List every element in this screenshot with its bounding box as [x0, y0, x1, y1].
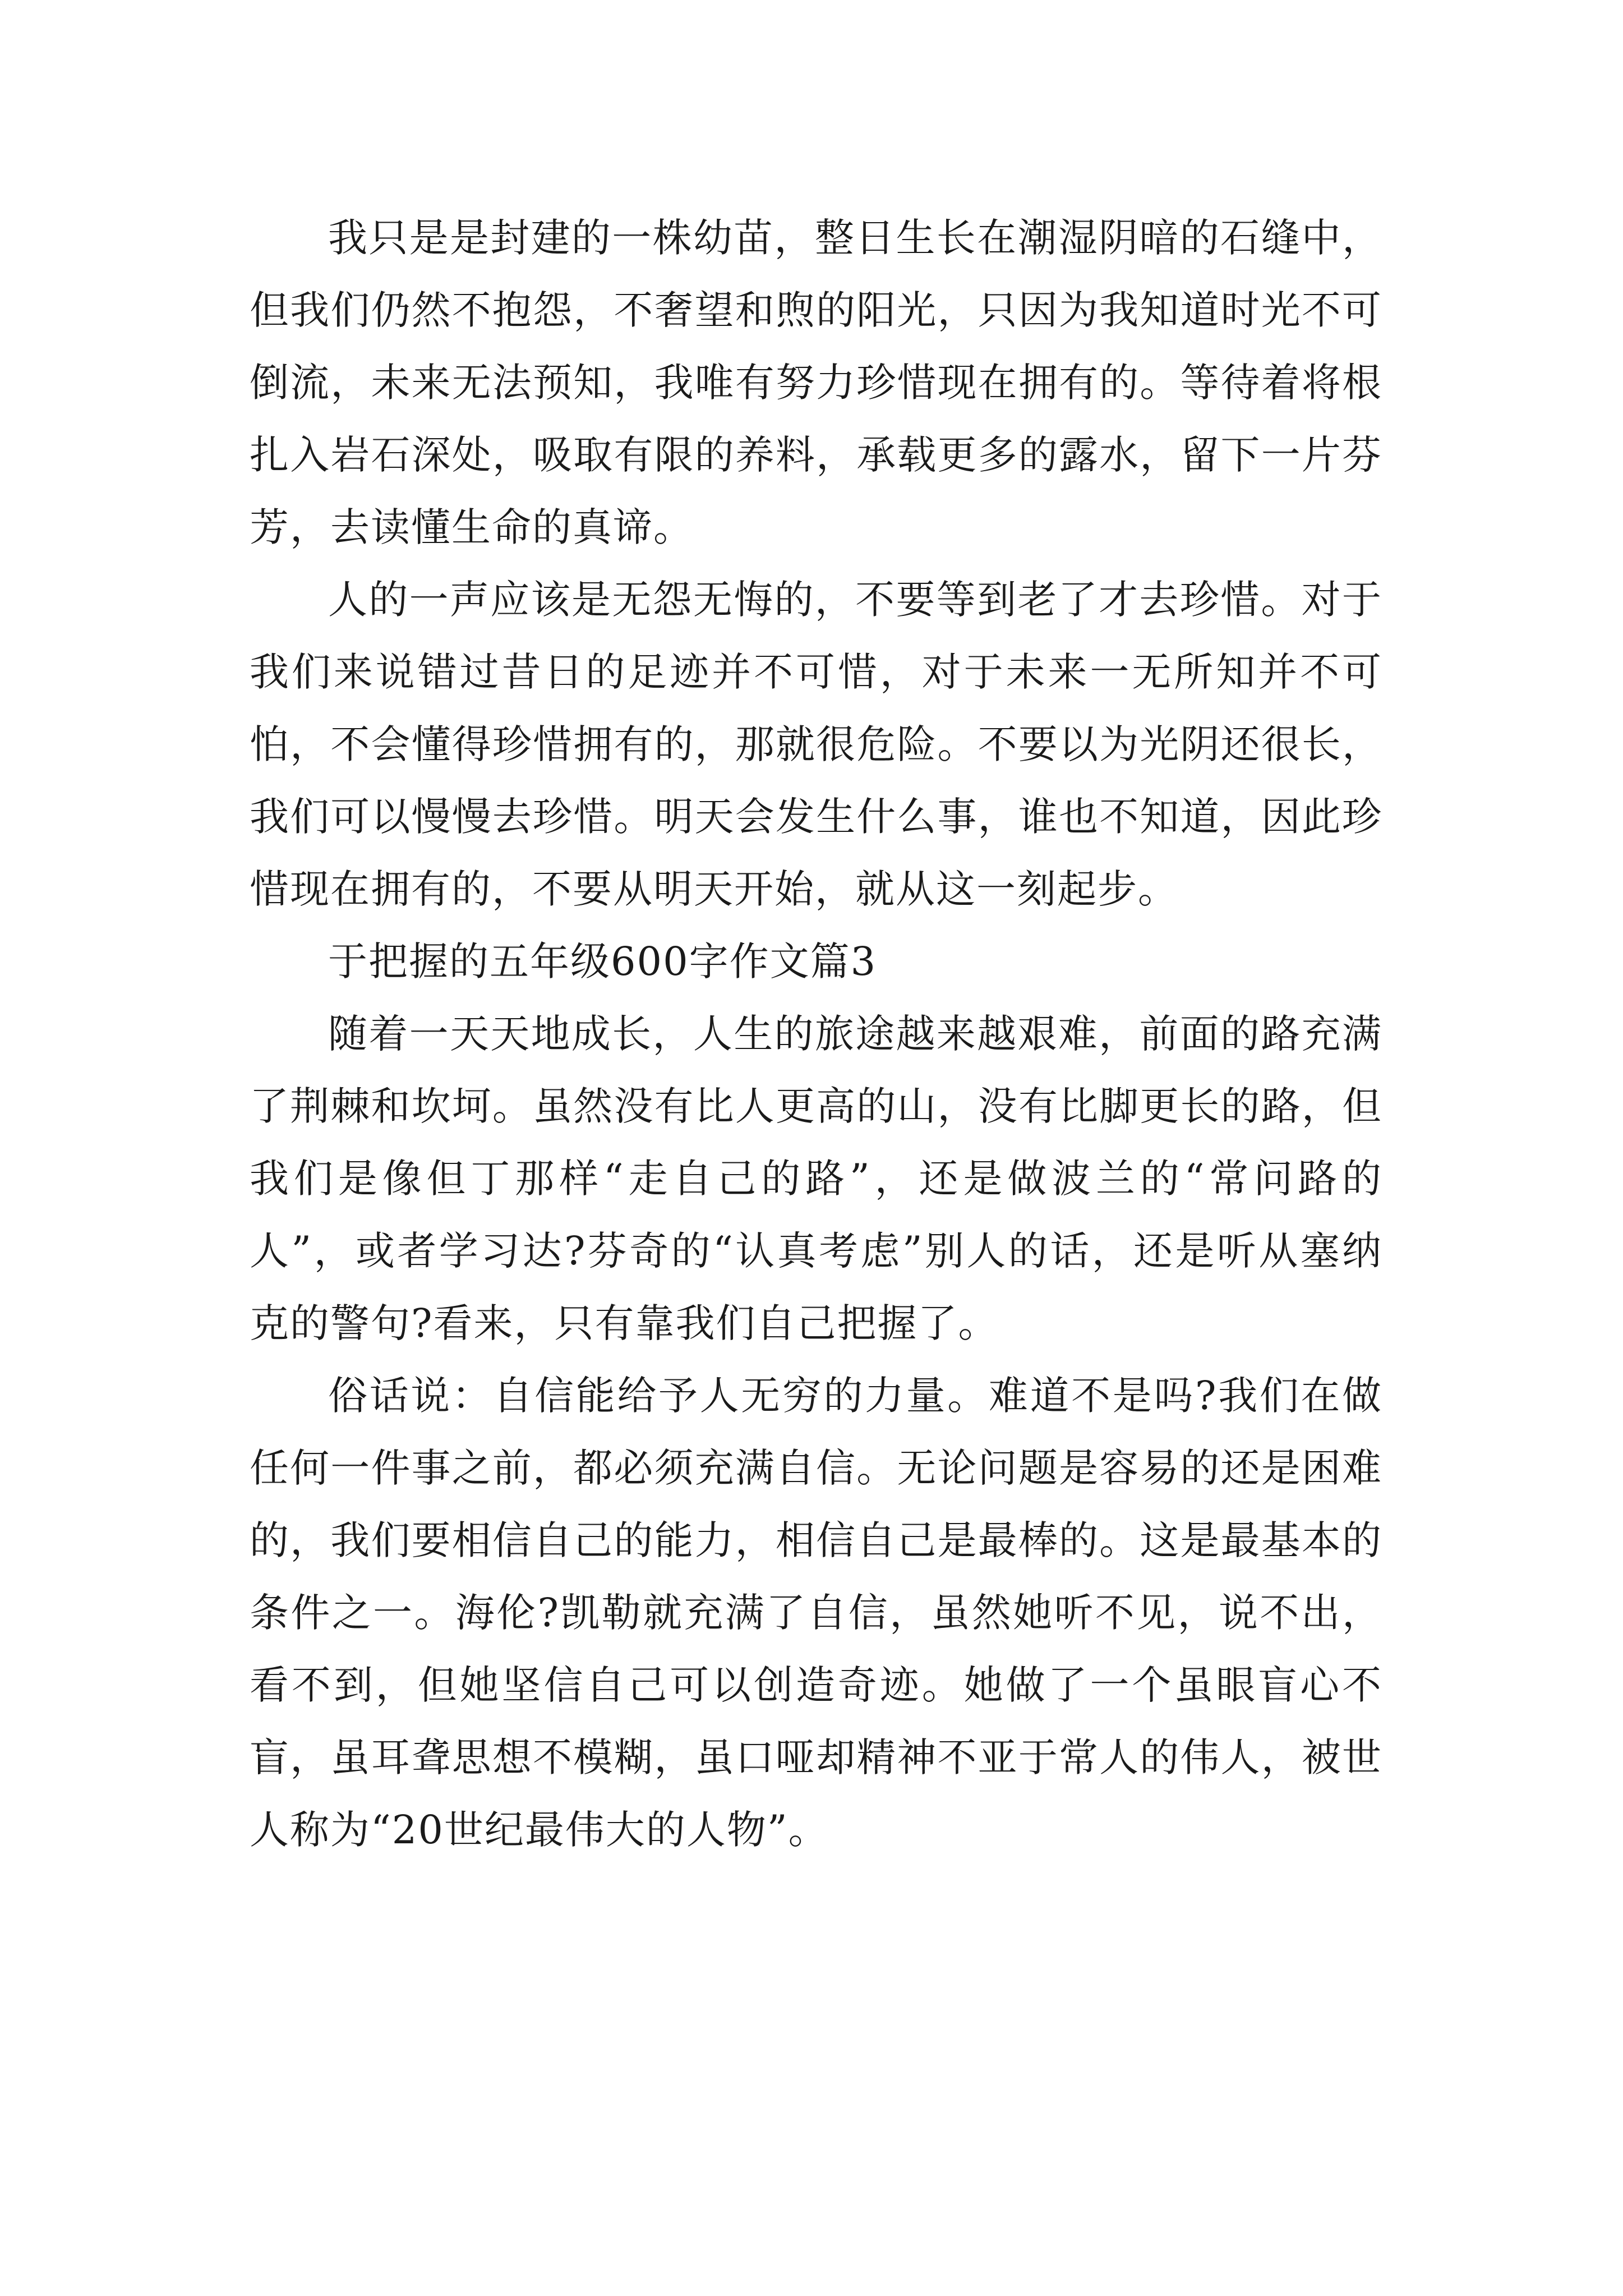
paragraph-cherish-now: 人的一声应该是无怨无悔的，不要等到老了才去珍惜。对于我们来说错过昔日的足迹并不可惜，对于未来一无所知并不可怕，不会懂得珍惜拥有的，那就很危险。不要以为光阴还很长，我们可以慢慢去珍惜。明天会发生什么事，谁也不知道，因此珍惜现在拥有的，不要从明天开始，就从这一刻起步。	[250, 577, 1382, 912]
section-heading: 于把握的五年级600字作文篇3	[328, 938, 877, 984]
paragraph-own-path: 随着一天天地成长，人生的旅途越来越艰难，前面的路充满了荆棘和坎坷。虽然没有比人更高的山，没有比脚更长的路，但我们是像但丁那样“走自己的路”，还是做波兰的“常问路的人”，或者学习达?芬奇的“认真考虑”别人的话，还是听从塞纳克的警句?看来，只有靠我们自己把握了。	[250, 1011, 1382, 1346]
paragraph-cherish-seedling: 我只是是封建的一株幼苗，整日生长在潮湿阴暗的石缝中，但我们仍然不抱怨，不奢望和煦的阳光，只因为我知道时光不可倒流，未来无法预知，我唯有努力珍惜现在拥有的。等待着将根扎入岩石深处，吸取有限的养料，承载更多的露水，留下一片芬芳，去读懂生命的真谛。	[250, 215, 1382, 550]
paragraph-confidence: 俗话说：自信能给予人无穷的力量。难道不是吗?我们在做任何一件事之前，都必须充满自信。无论问题是容易的还是困难的，我们要相信自己的能力，相信自己是最棒的。这是最基本的条件之一。海伦?凯勒就充满了自信，虽然她听不见，说不出，看不到，但她坚信自己可以创造奇迹。她做了一个虽眼盲心不盲，虽耳聋思想不模糊，虽口哑却精神不亚于常人的伟人，被世人称为“20世纪最伟大的人物”。	[250, 1373, 1382, 1853]
document-page	[250, 202, 1382, 1866]
